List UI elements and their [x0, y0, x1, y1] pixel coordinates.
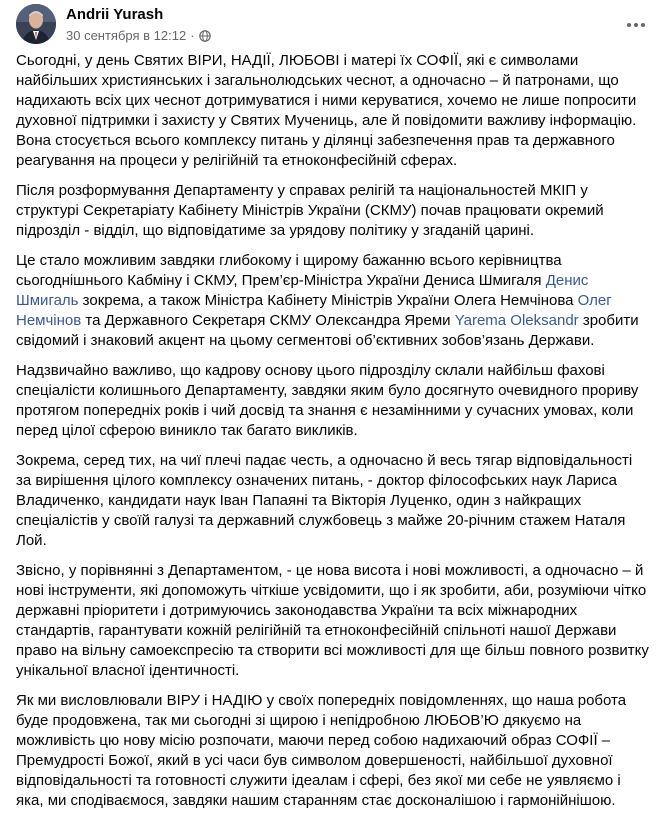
- post-meta: [66, 28, 211, 43]
- post-paragraph: Після розформування Департаменту у справах релігій та національностей МКІП у структурі Секретаріату Кабінету Міністрів України (СКМУ) почав працювати окремий підрозділ - відділ, що відповідатиме за урядову політику у згаданій царині.: [16, 182, 604, 239]
- paragraph-text: Це стало можливим завдяки глибокому і щирому бажанню всього керівництва сьогоднішнього Кабміну і СКМУ, Прем’єр-Міністра України Дениса Шмигаля: [16, 252, 562, 289]
- globe-icon[interactable]: [199, 30, 211, 42]
- post-paragraph: Сьогодні, у день Святих ВІРИ, НАДІЇ, ЛЮБОВІ і матері їх СОФІЇ, які є символами найбільших християнських і загальнолюдських чеснот, а одночасно – й патронами, що надихають всіх цих чеснот дотримуватися і ними керуватися, хочемо не лише попросити духовної підтримки і захисту у Святих Мучениць, але й повідомити важливу інформацію. Вона стосується всього комплексу питань у ділянці забезпечення прав та державного реагування на процеси у релігійній та етноконфесійній сферах.: [16, 52, 637, 169]
- post-body: [16, 51, 650, 821]
- avatar[interactable]: [16, 4, 56, 44]
- post-paragraph: Як ми висловлювали ВІРУ і НАДІЮ у своїх попередніх повідомленнях, що наша робота буде продовжена, так ми сьогодні зі щирою і непідробною ЛЮБОВ’Ю дякуємо на можливість цю нову місію розпочати, маючи перед собою надихаючий образ СОФІЇ – Премудрості Божої, який в усі часи був символом довершеності, найбільшої духовної відповідальності та готовності служити ідеалам і сфері, без якої ми себе не уявляємо і яка, ми сподіваємося, завдяки нашим старанням стає досконалішою і гармонійнішою.: [16, 692, 627, 809]
- paragraph-text: та Державного Секретаря СКМУ Олександра Яреми: [81, 312, 455, 329]
- post-header: [16, 4, 650, 52]
- paragraph-text: зробити свідомий і знаковий акцент на цьому сегментові об’єктивних зобов’язань Держави.: [16, 312, 639, 349]
- post-timestamp[interactable]: 30 сентября в 12:12: [66, 28, 187, 43]
- post-paragraph: [16, 251, 650, 351]
- more-horizontal-icon: [626, 15, 646, 33]
- post-paragraph: Надзвичайно важливо, що кадрову основу цього підрозділу склали найбільш фахові спеціалісти колишнього Департаменту, завдяки яким було досягнуто очевидного прориву протягом попередніх років і чий досвід та знання є незамінними у сучасних умовах, коли перед цілої сферою виникло так багато викликів.: [16, 362, 639, 439]
- mention-link-shmyhal[interactable]: Денис Шмигаль: [16, 272, 589, 309]
- meta-separator: ·: [190, 28, 195, 43]
- mention-link-nemchinov[interactable]: Олег Немчінов: [16, 292, 612, 329]
- mention-link-yarema[interactable]: Yarema Oleksandr: [454, 312, 579, 329]
- more-options-button[interactable]: [622, 10, 650, 38]
- post-paragraph: Зокрема, серед тих, на чиї плечі падає честь, а одночасно й весь тягар відповідальності за вирішення цілого комплексу означених питань, - доктор філософських наук Лариса Владиченко, кандидати наук Іван Папаяні та Вікторія Луценко, один з найкращих спеціалістів у своїй галузі та державний службовець з майже 20-річним стажем Наталя Лой.: [16, 452, 633, 549]
- author-name[interactable]: Andrii Yurash: [66, 6, 164, 23]
- post-paragraph: Звісно, у порівнянні з Департаментом, - це нова висота і нові можливості, а одночасно – й нові інструменти, які допоможуть чіткіше усвідомити, що і як зробити, аби, розуміючи чітко державні пріоритети і дотримуючись законодавства України та всіх міжнародних стандартів, гарантувати кожній релігійній та етноконфесійній спільноті нашої Держави право на вільну самоекспресію та створити всі можливості для ще більш повного розвитку унікальної власної ідентичності.: [16, 562, 649, 679]
- paragraph-text: зокрема, а також Міністра Кабінету Міністрів України Олега Немчінова: [78, 292, 578, 309]
